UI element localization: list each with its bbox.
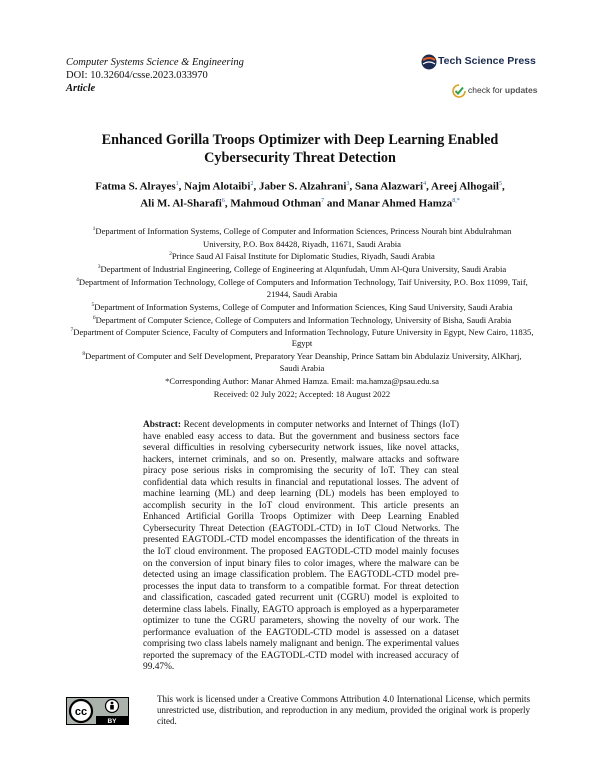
author-sup[interactable]: 3	[346, 181, 350, 187]
affiliation-text: Department of Information Systems, College of Computer and Information Sciences, King Saud University, Saudi Arabia	[94, 301, 513, 312]
affiliation-line	[66, 237, 538, 250]
affiliation-line	[66, 287, 538, 300]
doi: DOI: 10.32604/csse.2023.033970	[66, 70, 208, 81]
cc-by-badge[interactable]	[66, 697, 129, 725]
affiliation-line	[66, 262, 538, 275]
received-accepted-dates	[66, 387, 538, 400]
affiliation-text: Saudi Arabia	[279, 363, 325, 374]
affiliation-line	[66, 313, 538, 326]
title-line-1: Enhanced Gorilla Troops Optimizer with Deep Learning Enabled	[101, 132, 499, 148]
author-sup[interactable]: 5	[498, 181, 502, 187]
author-sup[interactable]: 8,*	[452, 198, 460, 205]
affiliation-text: University, P.O. Box 84428, Riyadh, 11671, Saudi Arabia	[203, 238, 401, 249]
author-sup[interactable]: 1	[175, 181, 179, 187]
author-name: Ali M. Al-Sharafi	[140, 197, 222, 210]
affiliation-line	[66, 275, 538, 288]
cc-badge-label: cc	[74, 706, 88, 718]
publisher-logo	[420, 53, 536, 71]
affiliation-text: Department of Computer and Self Development, Preparatory Year Deanship, Prince Sattam bin Abdulaziz University, AlKharj,	[85, 350, 522, 361]
affiliation-line	[66, 361, 538, 374]
author-sep: ,	[224, 197, 231, 210]
affiliation-text: Department of Industrial Engineering, College of Engineering at Alqunfudah, Umm Al-Qura University, Saudi Arabia	[100, 263, 507, 274]
affiliation-text: Prince Saud Al Faisal Institute for Diplomatic Studies, Riyadh, Saudi Arabia	[171, 251, 435, 262]
author-sup[interactable]: 7	[321, 198, 325, 205]
author-sep: ,	[253, 180, 259, 193]
affiliation-sup: 8	[82, 350, 86, 357]
paper-title	[60, 131, 540, 167]
affiliation-sup: 2	[169, 251, 172, 258]
affiliation-sup: 7	[70, 327, 74, 334]
globe-icon	[420, 53, 438, 71]
author-name: Sana Alazwari	[354, 180, 424, 193]
author-sep: and	[324, 197, 348, 210]
author-name: Mahmoud Othman	[230, 197, 322, 210]
author-sep: ,	[178, 180, 185, 193]
affiliation-line	[66, 349, 538, 362]
author-name: Manar Ahmed Hamza	[347, 197, 453, 210]
author-name: Fatma S. Alrayes	[95, 180, 176, 193]
author-list	[60, 177, 540, 211]
affiliation-sup: 3	[97, 263, 101, 270]
author-sup[interactable]: 4	[423, 181, 427, 187]
check-updates-icon	[452, 84, 466, 98]
author-name: Najm Alotaibi	[184, 180, 251, 193]
affiliation-sup: 6	[92, 314, 96, 321]
author-sep: ,	[426, 180, 432, 193]
affiliation-line	[66, 249, 538, 262]
author-sep: ,	[501, 180, 505, 193]
author-sup[interactable]: 6	[221, 198, 225, 205]
affiliation-sup: 5	[91, 301, 95, 308]
affiliation-line	[66, 224, 538, 237]
affiliation-text: Department of Information Technology, College of Computers and Information Technology, Taif University, P.O. Box 11099, Taif,	[78, 276, 528, 287]
check-updates-label-a: check for	[468, 85, 503, 95]
journal-name: Computer Systems Science & Engineering	[66, 57, 244, 68]
author-name: Jaber S. Alzahrani	[258, 180, 347, 193]
author-name: Areej Alhogail	[431, 180, 499, 193]
abstract	[143, 420, 459, 674]
publisher-name: Tech Science Press	[438, 55, 536, 67]
by-badge-label: BY	[107, 718, 117, 725]
abstract-text: Recent developments in computer networks and Internet of Things (IoT) have enabled easy access to data. But the government and business sectors face several difficulties in resolving cybersecurity network issues, like novel attacks, hackers, internet criminals, and so on. Presently, malware attacks and software piracy pose serious risks in compromising the security of IoT. They can steal confidential data which results in financial and reputational losses. The advent of machine learning (ML) and deep learning (DL) models has been employed to accomplish security in the IoT cloud environment. This article presents an Enhanced Artificial Gorilla Troops Optimizer with Deep Learning Enabled Cybersecurity Threat Detection (EAGTODL-CTD) in IoT Cloud Networks. The presented EAGTODL-CTD model encompasses the identification of the threats in the IoT cloud environment. The proposed EAGTODL-CTD model mainly focuses on the conversion of input binary files to color images, where the malware can be detected using an image classification problem. The EAGTODL-CTD model pre-processes the input data to transform to a compatible format. For threat detection and classification, cascaded gated recurrent unit (CGRU) model is exploited to determine class labels. Finally, EAGTO approach is employed as a hyperparameter optimizer to tune the CGRU parameters, showing the novelty of our work. The performance evaluation of the EAGTODL-CTD model is assessed on a dataset comprising two class labels namely malignant and benign. The experimental values reported the supremacy of the EAGTODL-CTD model with increased accuracy of 99.47%.	[143, 420, 459, 673]
article-type: Article	[66, 83, 96, 94]
affiliation-text: Department of Information Systems, College of Computer and Information Sciences, Princess Nourah bint Abdulrahman	[95, 225, 512, 236]
affiliations	[66, 224, 538, 399]
affiliation-sup: 4	[76, 276, 79, 283]
affiliation-sup: 1	[92, 226, 96, 232]
affiliation-text: Department of Computer Science, College of Computers and Information Technology, University of Bisha, Saudi Arabia	[95, 314, 512, 325]
corresponding-author	[66, 374, 538, 387]
title-line-2: Cybersecurity Threat Detection	[204, 150, 396, 166]
corresponding-author-text: *Corresponding Author: Manar Ahmed Hamza. Email: ma.hamza@psau.edu.sa	[165, 375, 439, 386]
affiliation-line	[66, 300, 538, 313]
check-updates-label-b: updates	[504, 85, 538, 95]
affiliation-text: 21944, Saudi Arabia	[266, 289, 338, 300]
author-sup[interactable]: 2	[250, 181, 254, 187]
affiliation-line	[66, 325, 538, 348]
abstract-label: Abstract:	[143, 420, 182, 430]
dates-text: Received: 02 July 2022; Accepted: 18 August 2022	[213, 388, 391, 399]
license-text: This work is licensed under a Creative Commons Attribution 4.0 International License, which permits unrestricted use, distribution, and reproduction in any medium, provided the original work is properly cited.	[157, 694, 530, 726]
affiliation-text: Department of Computer Science, Faculty of Computers and Information Technology, Future University in Egypt, New Cairo, 11835, Egypt	[73, 327, 534, 348]
author-sep: ,	[349, 180, 355, 193]
